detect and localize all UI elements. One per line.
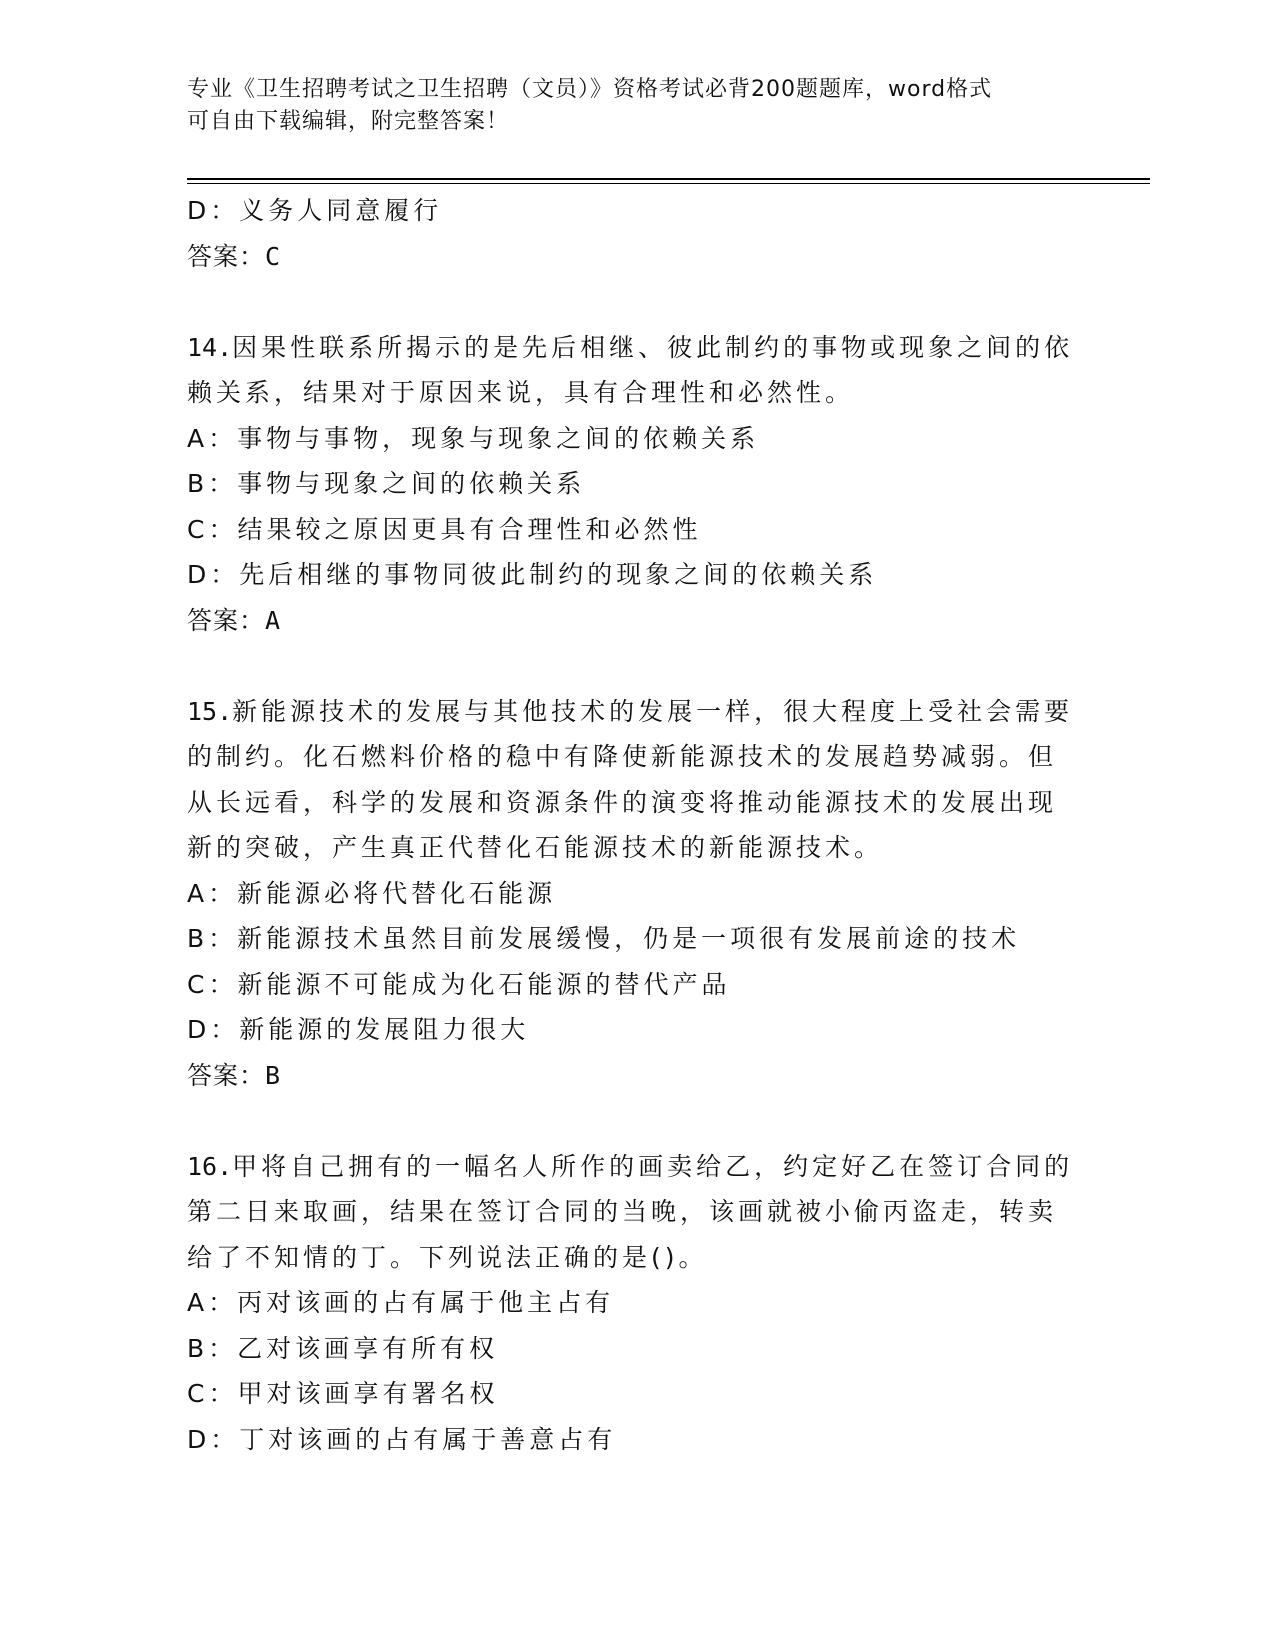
- option-d: D：新能源的发展阻力很大: [187, 1015, 530, 1044]
- answer-label: 答案：: [187, 241, 266, 271]
- option-a: A：事物与事物，现象与现象之间的依赖关系: [187, 423, 760, 453]
- option-a: A：丙对该画的占有属于他主占有: [187, 1288, 615, 1317]
- header-divider-thin: [187, 183, 1150, 184]
- answer-value: B: [265, 1060, 282, 1090]
- question-number: 16.: [187, 1151, 233, 1181]
- header-title-line-1: 专业《卫生招聘考试之卫生招聘（文员）》资格考试必背200题题库，word格式: [187, 77, 993, 102]
- answer-label: 答案：: [187, 605, 266, 635]
- header-title-line-2: 可自由下载编辑，附完整答案！: [187, 109, 510, 134]
- answer-label: 答案：: [187, 1060, 266, 1090]
- answer-line: [187, 598, 1087, 644]
- option-d: D：义务人同意履行: [187, 196, 443, 225]
- question-list: [187, 188, 1087, 1462]
- question-stem-line: 16.甲将自己拥有的一幅名人所作的画卖给乙，约定好乙在签订合同的: [187, 1151, 1074, 1181]
- question-stem-line: 给了不知情的丁。下列说法正确的是()。: [187, 1242, 708, 1272]
- question-stem-line: 第二日来取画，结果在签订合同的当晚，该画就被小偷丙盗走，转卖: [187, 1197, 1058, 1226]
- question-number: 14.: [187, 332, 233, 362]
- answer-value: A: [265, 605, 282, 635]
- option-b: B：事物与现象之间的依赖关系: [187, 469, 586, 498]
- option-c: C：甲对该画享有署名权: [187, 1379, 499, 1408]
- question-stem-line: 15.新能源技术的发展与其他技术的发展一样，很大程度上受社会需要: [187, 696, 1074, 726]
- option-d: D：先后相继的事物同彼此制约的现象之间的依赖关系: [187, 560, 878, 589]
- answer-value: C: [265, 241, 282, 271]
- answer-line: [187, 1053, 1087, 1099]
- question-stem-line: 赖关系，结果对于原因来说，具有合理性和必然性。: [187, 378, 855, 407]
- question-stem-line: 的制约。化石燃料价格的稳中有降使新能源技术的发展趋势减弱。但: [187, 742, 1058, 771]
- option-c: C：结果较之原因更具有合理性和必然性: [187, 514, 702, 544]
- answer-line: [187, 234, 1087, 280]
- previous-question-tail: [187, 188, 1087, 279]
- question-stem-line: 从长远看，科学的发展和资源条件的演变将推动能源技术的发展出现: [187, 787, 1058, 817]
- header-divider-thick: [187, 178, 1150, 180]
- question-14: [187, 325, 1087, 644]
- page-header: [187, 74, 1067, 138]
- question-16: [187, 1144, 1087, 1463]
- option-d: D：丁对该画的占有属于善意占有: [187, 1424, 617, 1454]
- question-15: [187, 689, 1087, 1099]
- question-stem-line: 新的突破，产生真正代替化石能源技术的新能源技术。: [187, 833, 884, 862]
- option-a: A：新能源必将代替化石能源: [187, 878, 557, 908]
- question-number: 15.: [187, 696, 233, 726]
- option-b: B：乙对该画享有所有权: [187, 1333, 499, 1363]
- question-stem-line: 14.因果性联系所揭示的是先后相继、彼此制约的事物或现象之间的依: [187, 332, 1074, 362]
- option-c: C：新能源不可能成为化石能源的替代产品: [187, 969, 731, 999]
- option-b: B：新能源技术虽然目前发展缓慢，仍是一项很有发展前途的技术: [187, 924, 1021, 953]
